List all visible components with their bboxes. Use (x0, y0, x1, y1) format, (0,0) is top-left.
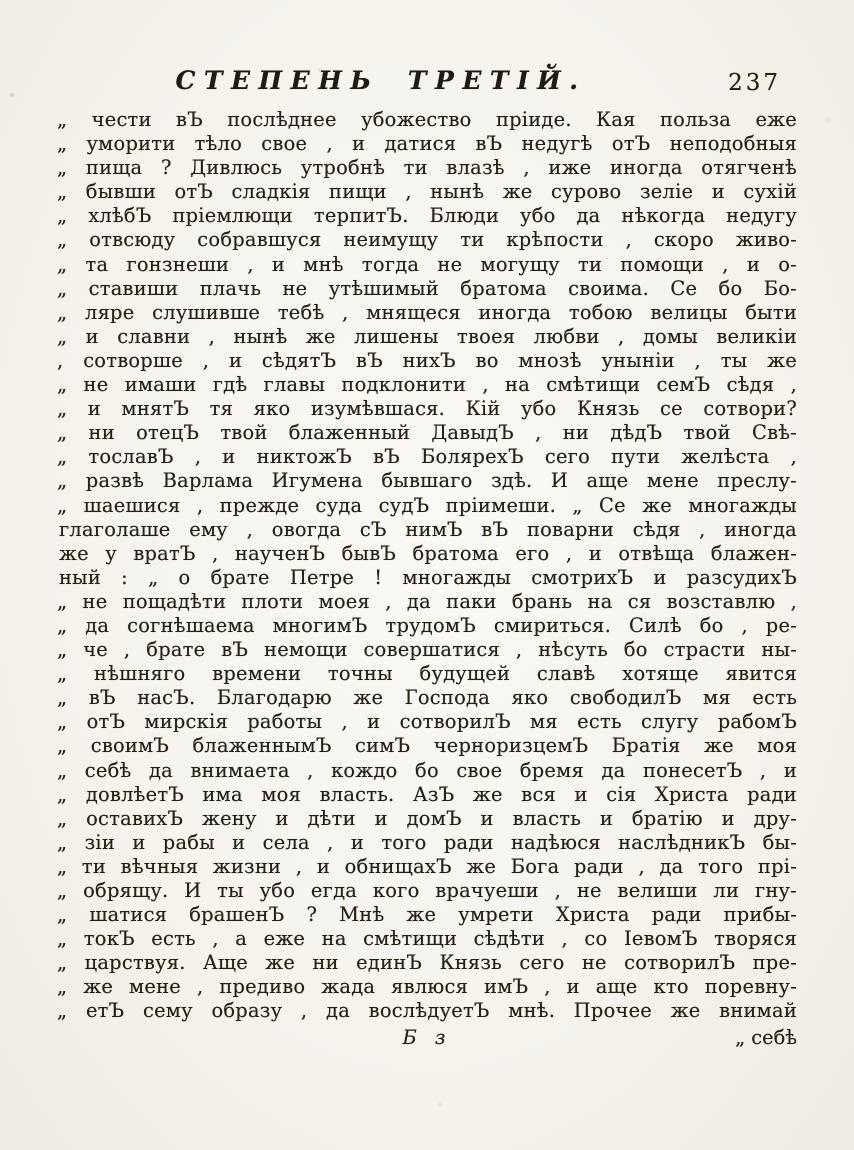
text-line: „ ляре слушивше тебѣ , мнящеся иногда тобою велицы быти (57, 300, 797, 324)
text-line: „ оставихЪ жену и дѣти и домЪ и власть и братію и дру- (57, 806, 797, 830)
text-line: „ хлѣбЪ пріемлющи терпитЪ. Блюди убо да нѣкогда недугу (57, 204, 797, 228)
text-line: „ и славни , нынѣ же лишены твоея любви , домы великіи (57, 324, 797, 348)
text-line: „ себѣ да внимаета , кождо бо свое бремя да понесетЪ , и (57, 758, 797, 782)
text-line: „ отЪ мирскія работы , и сотворилЪ мя есть слугу рабомЪ (57, 710, 797, 734)
text-line: „ же мене , предиво жада явлюся имЪ , и аще кто поревну- (57, 975, 797, 999)
catchword: „ себѣ (735, 1026, 797, 1049)
text-line: „ та гонзнеши , и мнѣ тогда не могущу ти помощи , и о- (57, 252, 797, 276)
text-line: „ довлѣетЪ има моя власть. АзЪ же вся и сія Христа ради (57, 782, 797, 806)
text-block (57, 108, 797, 1024)
text-line: „ обрящу. И ты убо егда кого врачуеши , не велиши ли гну- (57, 879, 797, 902)
text-line: „ не имаши гдѣ главы подклонити , на смѣтищи семЪ сѣдя , (57, 373, 797, 397)
text-line: ный : „ о брате Петре ! многажды смотрихЪ и разсудихЪ (59, 565, 797, 589)
text-line: „ нѣшняго времени точны будущей славѣ хотяще явится (57, 662, 797, 686)
text-line: „ своимЪ блаженнымЪ симЪ черноризцемЪ Братія же моя (57, 734, 797, 758)
signature-mark: Б з (402, 1026, 452, 1049)
text-line: „ ти вѣчныя жизни , и обнищахЪ же Бога ради , да того прі- (57, 854, 797, 878)
text-line: „ уморити тѣло свое , и датися вЪ недугѣ отЪ неподобныя (57, 132, 797, 156)
text-line: „ царствуя. Аще же ни единЪ Князь сего не сотворилЪ пре- (57, 951, 797, 975)
page-number: 237 (728, 70, 781, 96)
page-footer (57, 1026, 797, 1054)
text-line: , сотворше , и сѣдятЪ вЪ нихЪ во мнозѣ уныніи , ты же (57, 348, 797, 372)
text-line: „ пища ? Дивлюсь утробнѣ ти влазѣ , иже иногда отягченѣ (57, 156, 797, 180)
text-line: „ токЪ есть , а еже на смѣтищи сѣдѣти , со ІевомЪ творяся (57, 927, 797, 951)
text-line: „ етЪ сему образу , да вослѣдуетЪ мнѣ. Прочее же внимай (57, 999, 797, 1023)
text-line: „ вЪ насЪ. Благодарю же Господа яко свободилЪ мя есть (57, 686, 797, 710)
text-line: „ ни отецЪ твой блаженный ДавыдЪ , ни дѣдЪ твой Свѣ- (57, 421, 797, 445)
text-line: „ зіи и рабы и села , и того ради надѣюся наслѣдникЪ бы- (57, 830, 797, 854)
text-line: „ не пощадѣти плоти моея , да паки брань на ся возставлю , (57, 589, 797, 613)
text-line: „ отвсюду собравшуся неимущу ти крѣпости , скоро живо- (57, 228, 797, 252)
text-line: „ че , брате вЪ немощи совершатися , нѣсуть бо страсти ны- (57, 638, 797, 662)
page-header (57, 66, 795, 108)
text-line: „ ставиши плачь не утѣшимый братома своима. Се бо Бо- (57, 276, 797, 300)
text-line: „ шатися брашенЪ ? Мнѣ же умрети Христа ради прибы- (57, 903, 797, 927)
text-line: „ шаешися , прежде суда судЪ пріимеши. „ Се же многажды (57, 493, 797, 517)
text-line: „ бывши отЪ сладкія пищи , нынѣ же сурово зеліе и сухій (57, 180, 797, 204)
text-line: „ развѣ Варлама Игумена бывшаго здѣ. И аще мене преслу- (57, 469, 797, 493)
text-line: „ да согнѣшаема многимЪ трудомЪ смириться. Силѣ бо , ре- (57, 613, 797, 637)
text-line: „ и мнятЪ тя яко изумѣвшася. Кій убо Князь се сотвори? (57, 397, 797, 421)
text-line: „ тославЪ , и никтожЪ вЪ БолярехЪ сего пути желѣста , (57, 445, 797, 469)
text-line: глаголаше ему , овогда сЪ нимЪ вЪ поварни сѣдя , иногда (59, 517, 797, 541)
page-title: СТЕПЕНЬ ТРЕТІЙ. (175, 66, 587, 95)
text-line: „ чести вЪ послѣднее убожество пріиде. Кая польза еже (57, 108, 797, 131)
text-line: же у вратЪ , наученЪ бывЪ братома его , и отвѣща блажен- (59, 541, 797, 565)
